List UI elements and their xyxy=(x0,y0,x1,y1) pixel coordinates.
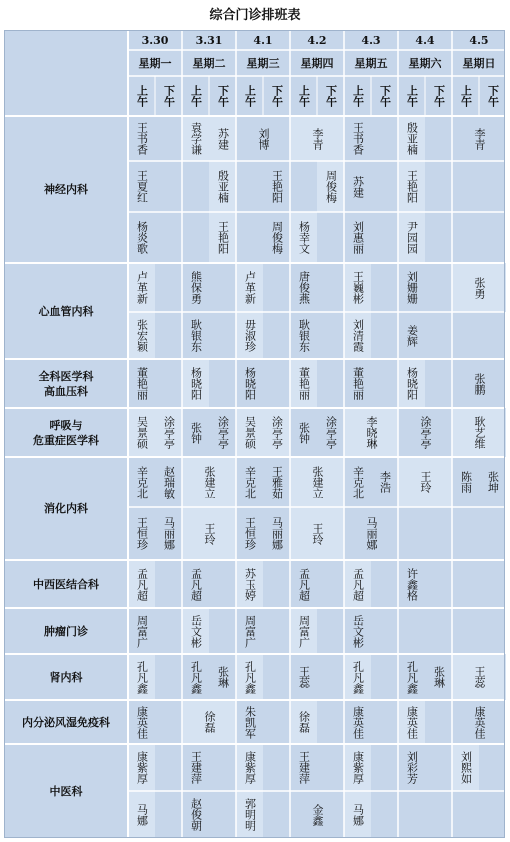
pm-header xyxy=(371,76,398,116)
pm-header xyxy=(479,76,506,116)
weekday-header xyxy=(290,50,344,76)
date-header-text: 4.3 xyxy=(361,33,381,47)
doctor-cell xyxy=(209,161,236,212)
doctor-cell xyxy=(263,161,290,212)
department-label xyxy=(4,700,128,744)
doctor-cell-text: 王蕊 xyxy=(473,666,486,688)
doctor-cell xyxy=(182,263,209,312)
department-label-text: 全科医学科 高血压科 xyxy=(38,369,94,398)
department-label xyxy=(4,608,128,654)
doctor-cell xyxy=(317,161,344,212)
doctor-cell-text: 殷亚楠 xyxy=(216,170,230,203)
weekday-header xyxy=(344,50,398,76)
doctor-cell-text: 董艳丽 xyxy=(351,367,365,400)
doctor-cell xyxy=(182,116,209,161)
doctor-cell-text: 辛克北 xyxy=(135,465,149,499)
department-label-text: 中西医结合科 xyxy=(33,577,99,591)
doctor-cell xyxy=(236,700,263,744)
doctor-cell-text: 辛克北 xyxy=(351,465,365,499)
doctor-cell-text: 周富广 xyxy=(243,614,257,648)
doctor-cell-text: 孟凡超 xyxy=(297,567,311,601)
doctor-cell-text: 杨炎歌 xyxy=(135,221,149,254)
pm-header-text: 下午 xyxy=(162,85,176,107)
doctor-cell xyxy=(209,212,236,263)
doctor-cell-text: 殷亚楠 xyxy=(405,122,419,155)
doctor-cell-text: 李浩 xyxy=(378,471,392,493)
doctor-cell-text: 周富广 xyxy=(135,614,149,648)
doctor-cell xyxy=(344,608,371,654)
doctor-cell xyxy=(452,263,506,312)
pm-header-text: 下午 xyxy=(270,85,284,107)
doctor-cell-text: 熊保勇 xyxy=(189,271,203,304)
doctor-cell-text: 张鹏 xyxy=(473,372,486,395)
doctor-cell-text: 王玲 xyxy=(203,522,216,545)
date-header-text: 3.31 xyxy=(195,33,223,47)
department-label xyxy=(4,408,128,457)
am-header xyxy=(236,76,263,116)
weekday-header xyxy=(452,50,506,76)
doctor-cell-text: 卢革新 xyxy=(135,271,149,304)
department-label xyxy=(4,654,128,700)
doctor-cell xyxy=(236,654,263,700)
doctor-cell xyxy=(398,359,425,408)
doctor-cell xyxy=(290,744,317,791)
doctor-cell xyxy=(290,263,317,312)
doctor-cell xyxy=(236,116,290,161)
doctor-cell-text: 王书香 xyxy=(135,122,149,155)
doctor-cell xyxy=(398,700,425,744)
doctor-cell-text: 董艳丽 xyxy=(135,367,149,400)
doctor-cell-text: 康紫厚 xyxy=(243,751,257,784)
date-header xyxy=(236,30,290,50)
am-header xyxy=(344,76,371,116)
doctor-cell xyxy=(398,312,425,359)
department-label-text: 呼吸与 危重症医学科 xyxy=(33,418,99,447)
am-header xyxy=(182,76,209,116)
doctor-cell-text: 刘博 xyxy=(257,127,270,150)
pm-header-text: 下午 xyxy=(486,85,500,107)
doctor-cell-text: 刘清霞 xyxy=(351,319,365,352)
doctor-cell xyxy=(128,457,155,507)
doctor-cell-text: 张宏颖 xyxy=(135,319,149,352)
doctor-cell xyxy=(128,700,155,744)
doctor-cell-text: 涂亭亭 xyxy=(162,416,176,449)
doctor-cell xyxy=(344,161,371,212)
department-label-text: 肿瘤门诊 xyxy=(44,624,88,638)
doctor-cell-text: 王艳阳 xyxy=(270,170,284,203)
doctor-cell-text: 辛克北 xyxy=(243,465,257,499)
doctor-cell-text: 董艳丽 xyxy=(297,367,311,400)
doctor-cell xyxy=(182,359,209,408)
doctor-cell-text: 马丽娜 xyxy=(365,517,378,550)
doctor-cell xyxy=(236,408,263,457)
doctor-cell-text: 赵俊朝 xyxy=(189,798,203,831)
doctor-cell xyxy=(128,116,155,161)
date-header xyxy=(128,30,182,50)
doctor-cell xyxy=(236,791,263,838)
doctor-cell xyxy=(182,654,209,700)
doctor-cell xyxy=(128,212,155,263)
doctor-cell xyxy=(398,263,425,312)
doctor-cell xyxy=(398,560,425,608)
doctor-cell-text: 马丽娜 xyxy=(162,517,176,550)
doctor-cell xyxy=(182,312,209,359)
doctor-cell xyxy=(344,654,371,700)
doctor-cell-text: 吴景硕 xyxy=(135,416,149,449)
doctor-cell xyxy=(182,700,236,744)
doctor-cell xyxy=(209,116,236,161)
doctor-cell xyxy=(344,212,371,263)
doctor-cell xyxy=(452,116,506,161)
doctor-cell xyxy=(128,744,155,791)
date-header xyxy=(344,30,398,50)
pm-header xyxy=(317,76,344,116)
pm-header xyxy=(425,76,452,116)
doctor-cell xyxy=(209,408,236,457)
doctor-cell-text: 耿银东 xyxy=(297,319,311,352)
weekday-header xyxy=(182,50,236,76)
doctor-cell-text: 耿艺维 xyxy=(473,416,486,449)
doctor-cell xyxy=(128,560,155,608)
schedule-table xyxy=(4,30,505,838)
doctor-cell xyxy=(128,791,155,838)
am-header xyxy=(398,76,425,116)
doctor-cell-text: 王艳阳 xyxy=(405,170,419,203)
doctor-cell-text: 张琳 xyxy=(216,666,230,688)
doctor-cell xyxy=(290,700,317,744)
am-header xyxy=(290,76,317,116)
doctor-cell xyxy=(128,608,155,654)
doctor-cell xyxy=(344,359,371,408)
date-header xyxy=(290,30,344,50)
doctor-cell xyxy=(344,700,371,744)
doctor-cell xyxy=(344,560,371,608)
doctor-cell xyxy=(452,359,506,408)
doctor-cell xyxy=(452,654,506,700)
doctor-cell xyxy=(290,791,344,838)
doctor-cell-text: 王书香 xyxy=(351,122,365,155)
doctor-cell-text: 徐磊 xyxy=(203,711,216,733)
doctor-cell-text: 张钟 xyxy=(189,421,203,444)
doctor-cell xyxy=(290,507,344,560)
weekday-header-text: 星期二 xyxy=(192,57,226,70)
am-header-text: 上午 xyxy=(297,85,311,107)
doctor-cell xyxy=(317,408,344,457)
date-header-text: 3.30 xyxy=(141,33,169,47)
am-header xyxy=(128,76,155,116)
doctor-cell xyxy=(236,560,263,608)
doctor-cell xyxy=(425,654,452,700)
doctor-cell-text: 张钟 xyxy=(297,421,311,444)
doctor-cell-text: 许鑫格 xyxy=(405,567,419,601)
doctor-cell-text: 王恒珍 xyxy=(243,517,257,550)
doctor-cell xyxy=(398,212,425,263)
doctor-cell-text: 王蕊 xyxy=(297,666,311,688)
doctor-cell xyxy=(263,457,290,507)
doctor-cell-text: 杨晓阳 xyxy=(189,367,203,400)
date-header-text: 4.5 xyxy=(469,33,489,47)
doctor-cell xyxy=(479,457,506,507)
doctor-cell-text: 王雅茹 xyxy=(270,465,284,499)
doctor-cell-text: 张琳 xyxy=(432,666,446,688)
doctor-cell xyxy=(452,408,506,457)
doctor-cell xyxy=(290,212,317,263)
doctor-cell xyxy=(398,457,452,507)
doctor-cell-text: 康紫厚 xyxy=(135,751,149,784)
doctor-cell xyxy=(452,457,479,507)
doctor-cell-text: 王建萍 xyxy=(189,751,203,784)
doctor-cell xyxy=(452,700,506,744)
am-header-text: 上午 xyxy=(459,85,473,107)
doctor-cell-text: 徐磊 xyxy=(297,711,311,733)
date-header-text: 4.4 xyxy=(415,33,435,47)
doctor-cell-text: 吴景硕 xyxy=(243,416,257,449)
weekday-header-text: 星期四 xyxy=(300,57,334,70)
doctor-cell xyxy=(290,116,344,161)
department-label xyxy=(4,560,128,608)
am-header-text: 上午 xyxy=(405,85,419,107)
department-label xyxy=(4,457,128,560)
doctor-cell-text: 孟凡超 xyxy=(351,567,365,601)
doctor-cell-text: 康英佳 xyxy=(351,705,365,739)
doctor-cell-text: 孔凡鑫 xyxy=(135,660,149,694)
doctor-cell-text: 张建立 xyxy=(203,465,216,499)
doctor-cell-text: 涂亭亭 xyxy=(324,416,338,449)
doctor-cell-text: 王建萍 xyxy=(297,751,311,784)
doctor-cell xyxy=(398,408,452,457)
doctor-cell xyxy=(236,507,263,560)
doctor-cell-text: 杨晓阳 xyxy=(243,367,257,400)
doctor-cell-text: 刘熙如 xyxy=(459,751,473,784)
doctor-cell-text: 卢革新 xyxy=(243,271,257,304)
department-label-text: 神经内科 xyxy=(44,183,88,196)
doctor-cell-text: 刘彩芳 xyxy=(405,751,419,784)
doctor-cell xyxy=(290,312,317,359)
doctor-cell xyxy=(128,507,155,560)
doctor-cell xyxy=(128,312,155,359)
doctor-cell xyxy=(371,457,398,507)
pm-header xyxy=(209,76,236,116)
doctor-cell-text: 李晓琳 xyxy=(365,416,378,449)
doctor-cell-text: 岳文彬 xyxy=(351,614,365,648)
doctor-cell xyxy=(182,457,236,507)
doctor-cell xyxy=(344,116,371,161)
date-header xyxy=(452,30,506,50)
doctor-cell-text: 金鑫 xyxy=(311,803,324,826)
doctor-cell-text: 姜辉 xyxy=(405,324,419,347)
pm-header-text: 下午 xyxy=(432,85,446,107)
doctor-cell xyxy=(182,744,209,791)
doctor-cell xyxy=(263,507,290,560)
doctor-cell-text: 王玲 xyxy=(311,522,324,545)
doctor-cell-text: 岳文彬 xyxy=(189,614,203,648)
doctor-cell-text: 袁学谦 xyxy=(189,122,203,155)
doctor-cell-text: 孟凡超 xyxy=(189,567,203,601)
doctor-cell-text: 李青 xyxy=(311,127,324,150)
doctor-cell-text: 孟凡超 xyxy=(135,567,149,601)
doctor-cell xyxy=(398,744,425,791)
doctor-cell xyxy=(128,654,155,700)
doctor-cell xyxy=(263,408,290,457)
doctor-cell xyxy=(344,408,398,457)
am-header-text: 上午 xyxy=(351,85,365,107)
doctor-cell xyxy=(182,791,209,838)
pm-header-text: 下午 xyxy=(216,85,230,107)
doctor-cell-text: 孔凡鑫 xyxy=(189,660,203,694)
doctor-cell xyxy=(344,263,371,312)
weekday-header-text: 星期一 xyxy=(138,57,172,70)
department-label-text: 肾内科 xyxy=(49,670,83,684)
doctor-cell-text: 涂亭亭 xyxy=(270,416,284,449)
doctor-cell xyxy=(236,359,263,408)
doctor-cell xyxy=(155,408,182,457)
doctor-cell-text: 涂亭亭 xyxy=(216,416,230,449)
doctor-cell xyxy=(155,507,182,560)
department-label-text: 中医科 xyxy=(49,784,83,798)
doctor-cell-text: 杨幸文 xyxy=(297,221,311,254)
doctor-cell xyxy=(344,457,371,507)
doctor-cell xyxy=(182,408,209,457)
doctor-cell xyxy=(344,312,371,359)
doctor-cell-text: 孔凡鑫 xyxy=(405,660,419,694)
doctor-cell xyxy=(128,408,155,457)
doctor-cell-text: 王艳阳 xyxy=(216,221,230,254)
doctor-cell xyxy=(236,744,263,791)
doctor-cell-text: 刘惠丽 xyxy=(351,221,365,254)
doctor-cell xyxy=(290,560,317,608)
doctor-cell-text: 孔凡鑫 xyxy=(243,660,257,694)
doctor-cell xyxy=(398,654,425,700)
am-header-text: 上午 xyxy=(189,85,203,107)
pm-header-text: 下午 xyxy=(324,85,338,107)
doctor-cell xyxy=(209,654,236,700)
am-header xyxy=(452,76,479,116)
weekday-header-text: 星期六 xyxy=(408,57,442,70)
doctor-cell-text: 刘姗姗 xyxy=(405,271,419,304)
weekday-header-text: 星期日 xyxy=(462,57,496,70)
doctor-cell xyxy=(290,359,317,408)
department-label-text: 内分泌风湿免疫科 xyxy=(22,715,110,729)
doctor-cell xyxy=(128,359,155,408)
doctor-cell-text: 唐俊燕 xyxy=(297,271,311,304)
department-label xyxy=(4,359,128,408)
weekday-header xyxy=(398,50,452,76)
doctor-cell-text: 马娜 xyxy=(351,803,365,826)
doctor-cell xyxy=(236,312,263,359)
doctor-cell xyxy=(290,457,344,507)
weekday-header-text: 星期三 xyxy=(246,57,280,70)
doctor-cell xyxy=(128,263,155,312)
doctor-cell-text: 马娜 xyxy=(135,803,149,826)
doctor-cell-text: 康英佳 xyxy=(135,705,149,739)
doctor-cell xyxy=(236,457,263,507)
doctor-cell-text: 王巍彬 xyxy=(351,271,365,304)
doctor-cell xyxy=(236,608,263,654)
doctor-cell-text: 王玲 xyxy=(419,471,432,493)
department-label xyxy=(4,263,128,359)
doctor-cell-text: 张建立 xyxy=(311,465,324,499)
pm-header-text: 下午 xyxy=(378,85,392,107)
doctor-cell xyxy=(128,161,155,212)
doctor-cell-text: 杨晓阳 xyxy=(405,367,419,400)
doctor-cell-text: 周俊梅 xyxy=(324,170,338,203)
pm-header xyxy=(155,76,182,116)
date-header-text: 4.2 xyxy=(307,33,327,47)
doctor-cell-text: 耿银东 xyxy=(189,319,203,352)
doctor-cell xyxy=(344,791,371,838)
doctor-cell xyxy=(290,608,317,654)
doctor-cell xyxy=(182,608,209,654)
doctor-cell-text: 张坤 xyxy=(486,471,500,493)
doctor-cell xyxy=(290,654,317,700)
doctor-cell-text: 赵瑞敏 xyxy=(162,465,176,499)
doctor-cell xyxy=(182,507,236,560)
doctor-cell xyxy=(182,560,209,608)
doctor-cell-text: 李青 xyxy=(473,127,486,150)
doctor-cell-text: 康紫厚 xyxy=(351,751,365,784)
weekday-header xyxy=(236,50,290,76)
doctor-cell xyxy=(344,744,371,791)
doctor-cell-text: 朱凯军 xyxy=(243,705,257,739)
doctor-cell xyxy=(344,507,398,560)
doctor-cell xyxy=(398,116,425,161)
page-title: 综合门诊排班表 xyxy=(209,8,301,23)
doctor-cell-text: 张勇 xyxy=(473,276,486,299)
date-header-text: 4.1 xyxy=(253,33,273,47)
doctor-cell xyxy=(236,263,263,312)
doctor-cell-text: 苏建 xyxy=(216,127,230,150)
date-header xyxy=(182,30,236,50)
department-label xyxy=(4,116,128,263)
doctor-cell-text: 康英佳 xyxy=(405,705,419,739)
department-label-text: 消化内科 xyxy=(44,502,88,515)
doctor-cell xyxy=(155,457,182,507)
doctor-cell-text: 尹园园 xyxy=(405,221,419,254)
date-header xyxy=(398,30,452,50)
doctor-cell-text: 康英佳 xyxy=(473,705,486,739)
doctor-cell-text: 周富广 xyxy=(297,614,311,648)
doctor-cell xyxy=(263,212,290,263)
pm-header xyxy=(263,76,290,116)
doctor-cell-text: 苏玉婷 xyxy=(243,567,257,601)
doctor-cell xyxy=(398,161,425,212)
doctor-cell-text: 马丽娜 xyxy=(270,517,284,550)
doctor-cell-text: 涂亭亭 xyxy=(419,416,432,449)
am-header-text: 上午 xyxy=(135,85,149,107)
doctor-cell-text: 苏建 xyxy=(351,175,365,198)
doctor-cell-text: 周俊梅 xyxy=(270,221,284,254)
doctor-cell-text: 王恒珍 xyxy=(135,517,149,550)
weekday-header xyxy=(128,50,182,76)
am-header-text: 上午 xyxy=(243,85,257,107)
doctor-cell xyxy=(290,408,317,457)
department-label-text: 心血管内科 xyxy=(38,304,94,318)
weekday-header-text: 星期五 xyxy=(354,57,388,70)
doctor-cell-text: 孔凡鑫 xyxy=(351,660,365,694)
doctor-cell-text: 陈雨 xyxy=(459,471,473,493)
doctor-cell xyxy=(452,744,479,791)
doctor-cell-text: 毋淑珍 xyxy=(243,319,257,352)
department-label xyxy=(4,744,128,838)
doctor-cell-text: 王夏红 xyxy=(135,170,149,203)
doctor-cell-text: 郭明明 xyxy=(243,798,257,831)
